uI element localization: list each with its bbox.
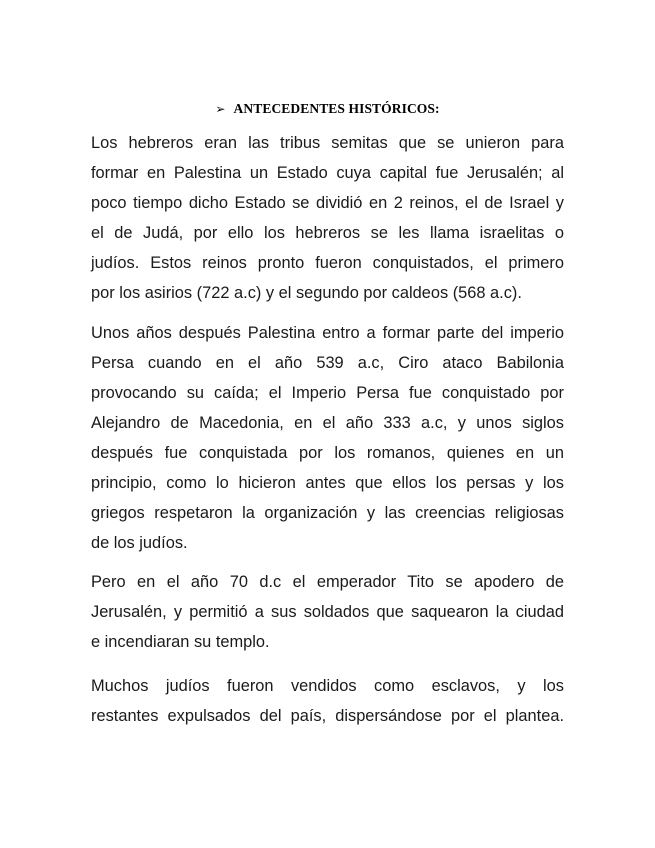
text-line: poco tiempo dicho Estado se dividió en 2 reinos, el de Israel y (91, 194, 564, 212)
text-line: después fue conquistada por los romanos, quienes en un (91, 444, 564, 462)
text-line: principio, como lo hicieron antes que ellos los persas y los (91, 474, 564, 492)
text-line: Los hebreros eran las tribus semitas que se unieron para (91, 134, 564, 152)
heading-title: ANTECEDENTES HISTÓRICOS: (233, 101, 440, 116)
text-line: Persa cuando en el año 539 a.c, Ciro ataco Babilonia (91, 354, 564, 372)
paragraph-4 (91, 671, 564, 731)
text-line: de los judíos. (91, 534, 188, 552)
text-line: griegos respetaron la organización y las creencias religiosas (91, 504, 564, 522)
text-line: e incendiaran su templo. (91, 633, 270, 651)
text-line: Alejandro de Macedonia, en el año 333 a.c, y unos siglos (91, 414, 564, 432)
text-line: el de Judá, por ello los hebreros se les llama israelitas o (91, 224, 564, 242)
text-line: Jerusalén, y permitió a sus soldados que saquearon la ciudad (91, 603, 564, 621)
text-line: restantes expulsados del país, dispersándose por el plantea. (91, 707, 564, 725)
text-line: Muchos judíos fueron vendidos como esclavos, y los (91, 677, 564, 695)
arrow-bullet-icon: ➢ (215, 102, 226, 116)
text-line: por los asirios (722 a.c) y el segundo por caldeos (568 a.c). (91, 284, 522, 302)
text-line: provocando su caída; el Imperio Persa fue conquistado por (91, 384, 564, 402)
paragraph-1 (91, 128, 564, 308)
text-line: judíos. Estos reinos pronto fueron conquistados, el primero (91, 254, 564, 272)
section-heading (0, 101, 655, 117)
paragraph-3 (91, 567, 564, 657)
text-line: formar en Palestina un Estado cuya capital fue Jerusalén; al (91, 164, 564, 182)
text-line: Pero en el año 70 d.c el emperador Tito se apodero de (91, 573, 564, 591)
paragraph-2 (91, 318, 564, 558)
text-line: Unos años después Palestina entro a formar parte del imperio (91, 324, 564, 342)
